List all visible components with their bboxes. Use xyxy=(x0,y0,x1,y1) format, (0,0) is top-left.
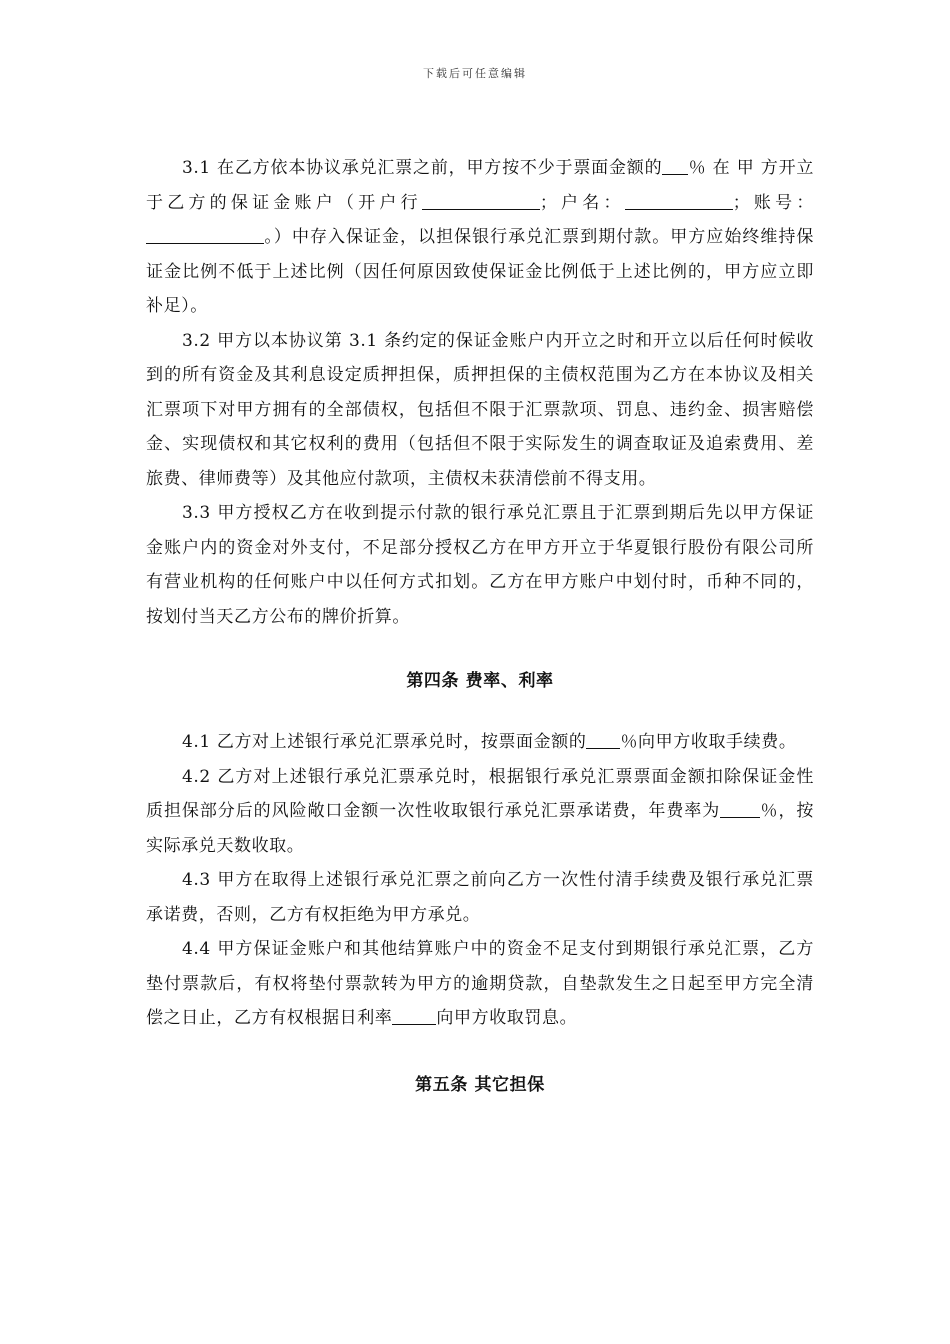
clause-4-4 xyxy=(146,932,814,1036)
clause-4-2-text-a: 4.2 乙方对上述银行承兑汇票承兑时，根据银行承兑汇票票面金额扣除保证金性质担保部分后的风险敞口金额一次性收取银行承兑汇票承诺费，年费率为 xyxy=(146,766,814,821)
clause-4-4-text-b: 向甲方收取罚息。 xyxy=(436,1008,578,1028)
account-name-blank xyxy=(625,191,733,210)
annual-rate-blank xyxy=(720,799,760,818)
article-5-heading: 第五条 其它担保 xyxy=(415,1074,545,1095)
clause-4-4-text-a: 4.4 甲方保证金账户和其他结算账户中的资金不足支付到期银行承兑汇票，乙方垫付票款后，有权将垫付票款转为甲方的逾期贷款，自垫款发生之日起至甲方完全清偿之日止，乙方有权根据日利率 xyxy=(146,939,814,1028)
clause-3-1-text-c: ；户名： xyxy=(539,192,625,213)
page-header: 下载后可任意编辑 xyxy=(423,67,527,80)
clause-3-1 xyxy=(146,151,814,324)
percentage-blank xyxy=(662,156,688,175)
daily-rate-blank xyxy=(392,1006,436,1025)
clause-3-1-text-d: ；账号： xyxy=(732,192,814,213)
clause-4-2 xyxy=(146,760,814,864)
account-number-blank xyxy=(146,225,264,244)
clause-4-1-text-b: ％向甲方收取手续费。 xyxy=(620,732,797,752)
clause-3-1-text-b: ％ 在 甲 方开立于乙方的保证金账户（开户行 xyxy=(146,158,814,213)
clause-3-1-text-e: 。）中存入保证金，以担保银行承兑汇票到期付款。甲方应始终维持保证金比例不低于上述比例（因任何原因致使保证金比例低于上述比例的，甲方应立即补足）。 xyxy=(146,227,814,316)
clause-3-3: 3.3 甲方授权乙方在收到提示付款的银行承兑汇票且于汇票到期后先以甲方保证金账户内的资金对外支付，不足部分授权乙方在甲方开立于华夏银行股份有限公司所有营业机构的任何账户中以任何方式扣划。乙方在甲方账户中划付时，币种不同的，按划付当天乙方公布的牌价折算。 xyxy=(146,503,814,627)
clause-4-3: 4.3 甲方在取得上述银行承兑汇票之前向乙方一次性付清手续费及银行承兑汇票承诺费，否则，乙方有权拒绝为甲方承兑。 xyxy=(146,870,814,925)
fee-rate-blank xyxy=(586,730,620,749)
bank-blank xyxy=(422,191,540,210)
clause-3-2: 3.2 甲方以本协议第 3.1 条约定的保证金账户内开立之时和开立以后任何时候收到的所有资金及其利息设定质押担保，质押担保的主债权范围为乙方在本协议及相关汇票项下对甲方拥有的全部债权，包括但不限于汇票款项、罚息、违约金、损害赔偿金、实现债权和其它权利的费用（包括但不限于实际发生的调查取证及追索费用、差旅费、律师费等）及其他应付款项，主债权未获清偿前不得支用。 xyxy=(146,330,814,489)
clause-4-1 xyxy=(146,725,814,760)
clause-3-1-text-a: 3.1 在乙方依本协议承兑汇票之前，甲方按不少于票面金额的 xyxy=(182,158,663,178)
document-body xyxy=(146,151,814,1095)
article-4-heading: 第四条 费率、利率 xyxy=(406,671,554,691)
clause-4-2-text-b: ％，按实际承兑天数收取。 xyxy=(146,801,814,856)
clause-4-1-text-a: 4.1 乙方对上述银行承兑汇票承兑时，按票面金额的 xyxy=(182,732,587,752)
